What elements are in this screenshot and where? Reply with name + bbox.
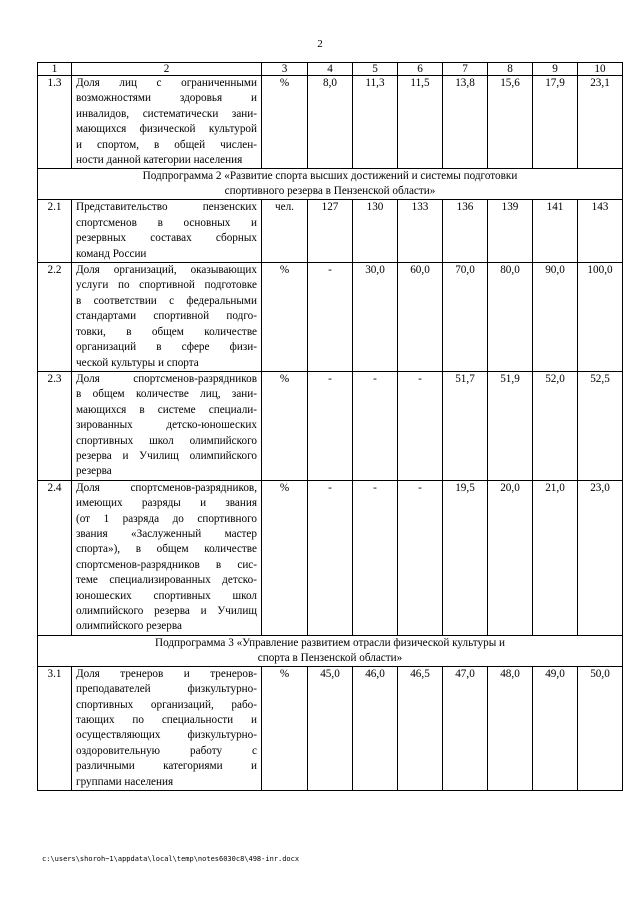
table-body xyxy=(38,76,623,791)
row-number: 2.1 xyxy=(38,200,72,263)
value-cell: 100,0 xyxy=(578,263,623,372)
indicator-description-line: и спортом, в общей числен- xyxy=(76,138,257,151)
row-number: 2.4 xyxy=(38,480,72,635)
indicator-description-line: ности данной категории населения xyxy=(76,154,243,167)
subprogram-row xyxy=(38,169,623,200)
indicator-description-line: Доля организаций, оказывающих xyxy=(76,264,257,277)
column-header: 8 xyxy=(488,63,533,76)
indicator-description-line: организаций в сфере физи- xyxy=(76,341,257,354)
value-cell: 52,5 xyxy=(578,371,623,480)
value-cell: - xyxy=(398,371,443,480)
value-cell: 19,5 xyxy=(443,480,488,635)
row-number: 2.3 xyxy=(38,371,72,480)
value-cell: - xyxy=(308,480,353,635)
value-cell: 141 xyxy=(533,200,578,263)
indicator-description-line: мающихся физической культурой xyxy=(76,123,257,136)
indicator-description-line: резерва и Училищ олимпийского xyxy=(76,449,257,462)
indicator-description-line: мающихся в системе специали- xyxy=(76,403,257,416)
value-cell: 23,1 xyxy=(578,76,623,169)
value-cell: 45,0 xyxy=(308,666,353,790)
column-header: 6 xyxy=(398,63,443,76)
row-number: 3.1 xyxy=(38,666,72,790)
value-cell: 52,0 xyxy=(533,371,578,480)
indicator-description-line: услуги по спортивной подготовке xyxy=(76,279,257,292)
indicator-description-line: стандартами спортивной подго- xyxy=(76,310,257,323)
value-cell: - xyxy=(308,263,353,372)
indicator-description-line: Доля лиц с ограниченными xyxy=(76,77,257,89)
table-row xyxy=(38,666,623,790)
value-cell: 90,0 xyxy=(533,263,578,372)
subprogram-title-line: Подпрограмма 2 «Развитие спорта высших достижений и системы подготовки xyxy=(142,170,518,183)
subprogram-title xyxy=(38,169,623,200)
value-cell: 20,0 xyxy=(488,480,533,635)
column-header: 5 xyxy=(353,63,398,76)
table-header-row xyxy=(38,63,623,76)
column-header: 7 xyxy=(443,63,488,76)
indicator-description-line: Представительство пензенских xyxy=(76,201,257,214)
subprogram-title-line: спортивного резерва в Пензенской области» xyxy=(224,185,436,198)
value-cell: 133 xyxy=(398,200,443,263)
indicator-description-line: в общем количестве лиц, зани- xyxy=(76,388,257,401)
indicator-description-line: Доля спортсменов-разрядников, xyxy=(76,481,257,494)
subprogram-title-line: спорта в Пензенской области» xyxy=(257,651,403,664)
indicator-description-line: олимпийского резерва xyxy=(76,620,182,633)
subprogram-row xyxy=(38,635,623,666)
subprogram-title-line: Подпрограмма 3 «Управление развитием отрасли физической культуры и xyxy=(154,636,505,649)
value-cell: 51,9 xyxy=(488,371,533,480)
indicator-description-line: спортсменов в основных и xyxy=(76,216,257,229)
indicator-description-line: Доля спортсменов-разрядников xyxy=(76,372,257,385)
value-cell: 17,9 xyxy=(533,76,578,169)
unit-cell: % xyxy=(262,371,308,480)
value-cell: 49,0 xyxy=(533,666,578,790)
indicator-description-line: олимпийского резерва и Училищ xyxy=(76,605,257,617)
indicator-description-line: возможностями здоровья и xyxy=(76,92,257,105)
unit-cell: % xyxy=(262,76,308,169)
indicator-description-line: спортивных школ олимпийского xyxy=(76,434,257,447)
value-cell: 139 xyxy=(488,200,533,263)
indicator-description xyxy=(72,666,262,790)
value-cell: - xyxy=(308,371,353,480)
row-number: 1.3 xyxy=(38,76,72,169)
value-cell: 47,0 xyxy=(443,666,488,790)
table-row xyxy=(38,263,623,372)
table-row xyxy=(38,480,623,635)
table-row xyxy=(38,76,623,169)
value-cell: - xyxy=(353,480,398,635)
value-cell: 130 xyxy=(353,200,398,263)
column-header: 4 xyxy=(308,63,353,76)
value-cell: 46,5 xyxy=(398,666,443,790)
row-number: 2.2 xyxy=(38,263,72,372)
value-cell: 23,0 xyxy=(578,480,623,635)
value-cell: 8,0 xyxy=(308,76,353,169)
indicator-description-line: спорта»), в общем количестве xyxy=(76,543,257,556)
value-cell: 60,0 xyxy=(398,263,443,372)
table-row xyxy=(38,200,623,263)
indicator-description-line: спортсменов-разрядников в сис- xyxy=(76,558,257,571)
indicator-description-line: различными категориями и xyxy=(76,760,257,773)
indicator-description-line: теме специализированных детско- xyxy=(76,574,257,587)
value-cell: 11,5 xyxy=(398,76,443,169)
value-cell: 80,0 xyxy=(488,263,533,372)
indicator-description-line: осуществляющих физкультурно- xyxy=(76,729,257,742)
column-header: 2 xyxy=(72,63,262,76)
indicator-description-line: товки, в общем количестве xyxy=(76,325,257,338)
indicator-description-line: инвалидов, систематически зани- xyxy=(76,107,257,120)
indicator-description xyxy=(72,200,262,263)
indicator-description-line: оздоровительную работу с xyxy=(76,744,257,757)
value-cell: 136 xyxy=(443,200,488,263)
indicator-description-line: в соответствии с федеральными xyxy=(76,294,257,307)
indicator-description-line: зированных детско-юношеских xyxy=(76,419,257,432)
value-cell: 46,0 xyxy=(353,666,398,790)
column-header: 1 xyxy=(38,63,72,76)
indicator-description-line: юношеских спортивных школ xyxy=(76,589,257,602)
indicator-description-line: тающих по специальности и xyxy=(76,714,257,727)
value-cell: 143 xyxy=(578,200,623,263)
table-row xyxy=(38,371,623,480)
indicator-description-line: Доля тренеров и тренеров- xyxy=(76,667,257,680)
indicator-description-line: резерва xyxy=(76,465,112,478)
indicator-description xyxy=(72,76,262,169)
indicator-description xyxy=(72,480,262,635)
value-cell: 13,8 xyxy=(443,76,488,169)
column-header: 10 xyxy=(578,63,623,76)
unit-cell: чел. xyxy=(262,200,308,263)
indicators-table xyxy=(37,62,623,791)
subprogram-title xyxy=(38,635,623,666)
value-cell: 30,0 xyxy=(353,263,398,372)
value-cell: 48,0 xyxy=(488,666,533,790)
value-cell: 11,3 xyxy=(353,76,398,169)
indicator-description-line: (от 1 разряда до спортивного xyxy=(76,512,257,525)
indicator-description xyxy=(72,371,262,480)
unit-cell: % xyxy=(262,480,308,635)
indicator-description-line: команд России xyxy=(76,247,147,260)
indicator-description-line: резервных составах сборных xyxy=(76,232,257,245)
indicator-description-line: имеющих разряды и звания xyxy=(76,497,257,510)
indicator-description-line: преподавателей физкультурно- xyxy=(76,683,257,696)
column-header: 9 xyxy=(533,63,578,76)
value-cell: - xyxy=(353,371,398,480)
indicator-description-line: ческой культуры и спорта xyxy=(76,356,199,369)
indicator-description xyxy=(72,263,262,372)
value-cell: 70,0 xyxy=(443,263,488,372)
value-cell: 15,6 xyxy=(488,76,533,169)
unit-cell: % xyxy=(262,263,308,372)
unit-cell: % xyxy=(262,666,308,790)
value-cell: 50,0 xyxy=(578,666,623,790)
value-cell: 127 xyxy=(308,200,353,263)
indicator-description-line: звания «Заслуженный мастер xyxy=(76,527,257,540)
value-cell: - xyxy=(398,480,443,635)
indicator-description-line: группами населения xyxy=(76,775,174,788)
column-header: 3 xyxy=(262,63,308,76)
value-cell: 51,7 xyxy=(443,371,488,480)
page-number: 2 xyxy=(317,38,323,50)
footer-file-path: c:\users\shoroh~1\appdata\local\temp\notes6030c8\498-inr.docx xyxy=(42,855,300,863)
value-cell: 21,0 xyxy=(533,480,578,635)
indicator-description-line: спортивных организаций, рабо- xyxy=(76,698,257,711)
